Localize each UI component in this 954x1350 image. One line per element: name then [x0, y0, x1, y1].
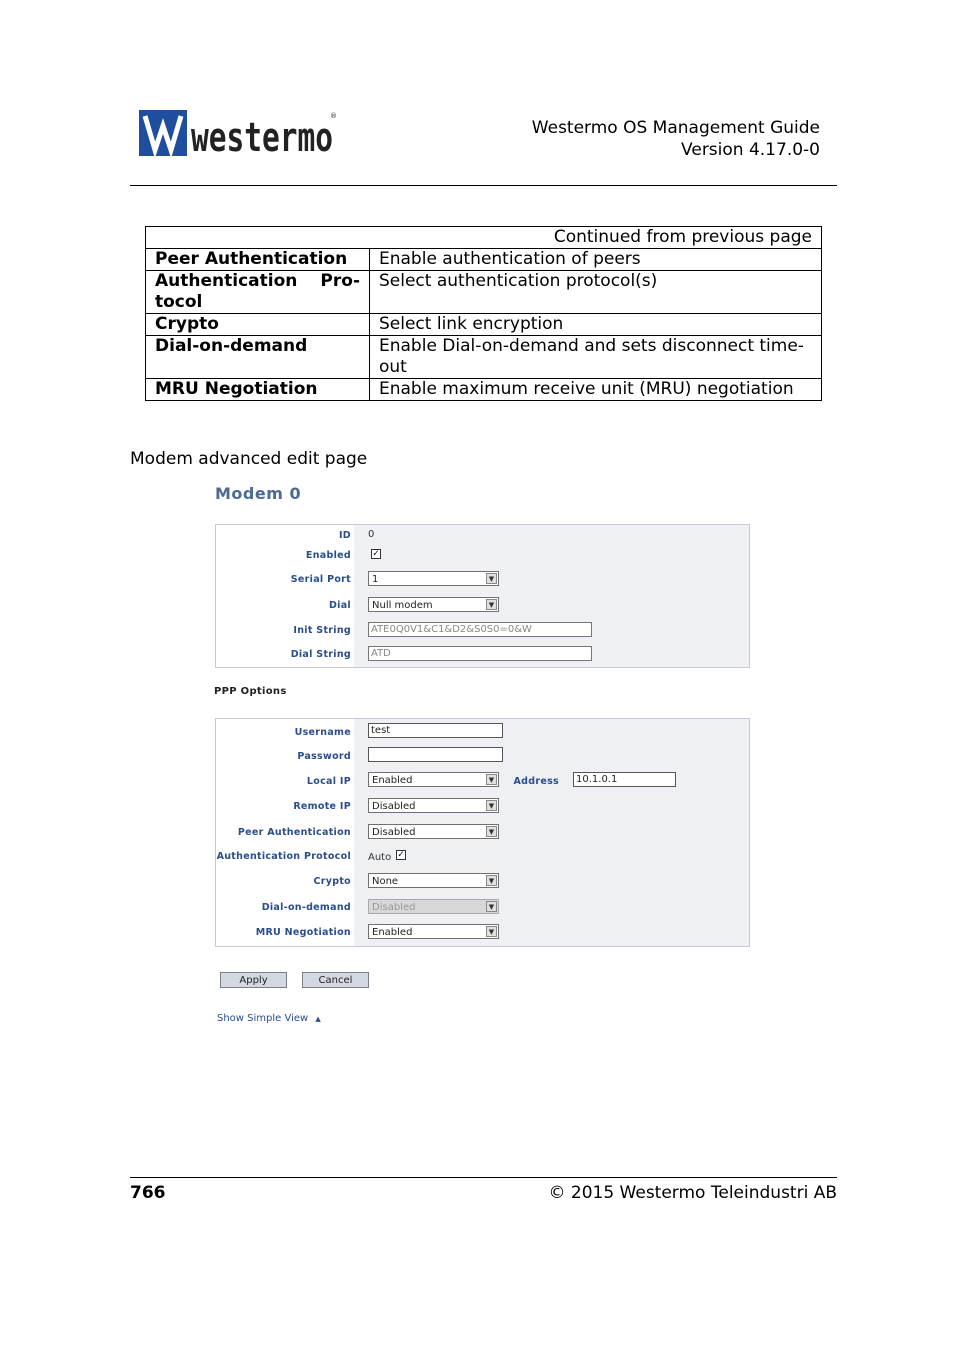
param-name: Peer Authentication — [146, 249, 370, 271]
show-simple-view-label: Show Simple View — [217, 1013, 309, 1024]
dial-string-field[interactable]: ATD — [368, 646, 592, 661]
modem-title: Modem 0 — [215, 484, 302, 503]
parameter-table — [145, 226, 822, 401]
dropdown-arrow-icon: ▼ — [486, 774, 497, 785]
dial-value: Null modem — [372, 600, 433, 611]
param-desc: Enable maximum receive unit (MRU) negotiation — [370, 379, 822, 401]
username-field[interactable]: test — [368, 723, 503, 738]
figure-caption: Modem advanced edit page — [130, 449, 368, 469]
crypto-select[interactable] — [368, 873, 499, 888]
table-row — [146, 249, 822, 271]
dropdown-arrow-icon: ▼ — [486, 926, 497, 937]
guide-title: Westermo OS Management Guide — [531, 118, 820, 138]
serial-port-label: Serial Port — [290, 574, 351, 585]
id-value: 0 — [368, 529, 375, 540]
guide-version: Version 4.17.0-0 — [681, 140, 820, 160]
table-row — [146, 379, 822, 401]
id-label: ID — [338, 530, 351, 541]
param-desc: Enable authentication of peers — [370, 249, 822, 271]
username-label: Username — [294, 727, 351, 738]
address-label: Address — [513, 776, 559, 787]
dial-select[interactable] — [368, 597, 499, 612]
serial-port-value: 1 — [372, 574, 379, 585]
peer-auth-select[interactable] — [368, 824, 499, 839]
copyright: © 2015 Westermo Teleindustri AB — [548, 1183, 837, 1203]
remote-ip-value: Disabled — [372, 801, 416, 812]
label-column — [216, 525, 354, 667]
continued-note: Continued from previous page — [146, 227, 822, 249]
enabled-label: Enabled — [305, 550, 351, 561]
address-field[interactable]: 10.1.0.1 — [573, 772, 676, 787]
init-string-label: Init String — [293, 625, 351, 636]
cancel-button[interactable]: Cancel — [302, 972, 369, 988]
mru-select[interactable] — [368, 924, 499, 939]
param-desc: Enable Dial-on-demand and sets disconnect time- out — [370, 336, 822, 379]
auth-auto-checkbox[interactable]: ✓ — [397, 850, 405, 860]
mru-label: MRU Negotiation — [255, 927, 351, 938]
param-desc: Select link encryption — [370, 314, 822, 336]
apply-button[interactable]: Apply — [220, 972, 287, 988]
header-divider — [130, 185, 837, 186]
password-label: Password — [297, 751, 351, 762]
dropdown-arrow-icon: ▼ — [486, 599, 497, 610]
dial-on-demand-value: Disabled — [372, 902, 416, 913]
param-desc: Select authentication protocol(s) — [370, 271, 822, 314]
init-string-field[interactable]: ATE0Q0V1&C1&D2&S0S0=0&W — [368, 622, 592, 637]
guide-header — [532, 117, 820, 161]
mru-value: Enabled — [372, 927, 413, 938]
serial-port-select[interactable] — [368, 571, 499, 586]
ppp-options-heading: PPP Options — [214, 686, 287, 697]
table-row — [146, 227, 822, 249]
page-number: 766 — [130, 1183, 166, 1203]
auth-protocol-label: Authentication Protocol — [216, 851, 351, 862]
dial-on-demand-select[interactable] — [368, 899, 499, 914]
remote-ip-label: Remote IP — [293, 801, 351, 812]
table-row — [146, 271, 822, 314]
westermo-logo — [139, 110, 339, 158]
peer-auth-label: Peer Authentication — [237, 827, 351, 838]
local-ip-select[interactable] — [368, 772, 499, 787]
dropdown-arrow-icon: ▼ — [486, 800, 497, 811]
local-ip-value: Enabled — [372, 775, 413, 786]
dropdown-arrow-icon: ▼ — [486, 901, 497, 912]
dial-label: Dial — [328, 600, 351, 611]
peer-auth-value: Disabled — [372, 827, 416, 838]
caret-up-icon: ▲ — [315, 1015, 321, 1023]
svg-text:®: ® — [330, 112, 337, 120]
modem-settings-panel — [215, 524, 750, 668]
show-simple-view-link[interactable] — [217, 1013, 321, 1024]
crypto-value: None — [372, 876, 399, 887]
password-field[interactable] — [368, 747, 503, 762]
table-row — [146, 314, 822, 336]
auth-protocol-auto: Auto — [368, 852, 392, 863]
dial-on-demand-label: Dial-on-demand — [261, 902, 351, 913]
param-name: Dial-on-demand — [146, 336, 370, 379]
crypto-label: Crypto — [313, 876, 351, 887]
local-ip-label: Local IP — [306, 776, 351, 787]
dropdown-arrow-icon: ▼ — [486, 826, 497, 837]
ppp-options-panel — [215, 718, 750, 947]
param-name: MRU Negotiation — [146, 379, 370, 401]
remote-ip-select[interactable] — [368, 798, 499, 813]
table-row — [146, 336, 822, 379]
footer-divider — [130, 1177, 837, 1178]
dropdown-arrow-icon: ▼ — [486, 573, 497, 584]
param-name: Crypto — [146, 314, 370, 336]
svg-text:westermo: westermo — [191, 115, 333, 158]
dropdown-arrow-icon: ▼ — [486, 875, 497, 886]
enabled-checkbox[interactable]: ✓ — [372, 549, 380, 559]
dial-string-label: Dial String — [290, 649, 351, 660]
param-name: Authentication Pro- tocol — [146, 271, 370, 314]
